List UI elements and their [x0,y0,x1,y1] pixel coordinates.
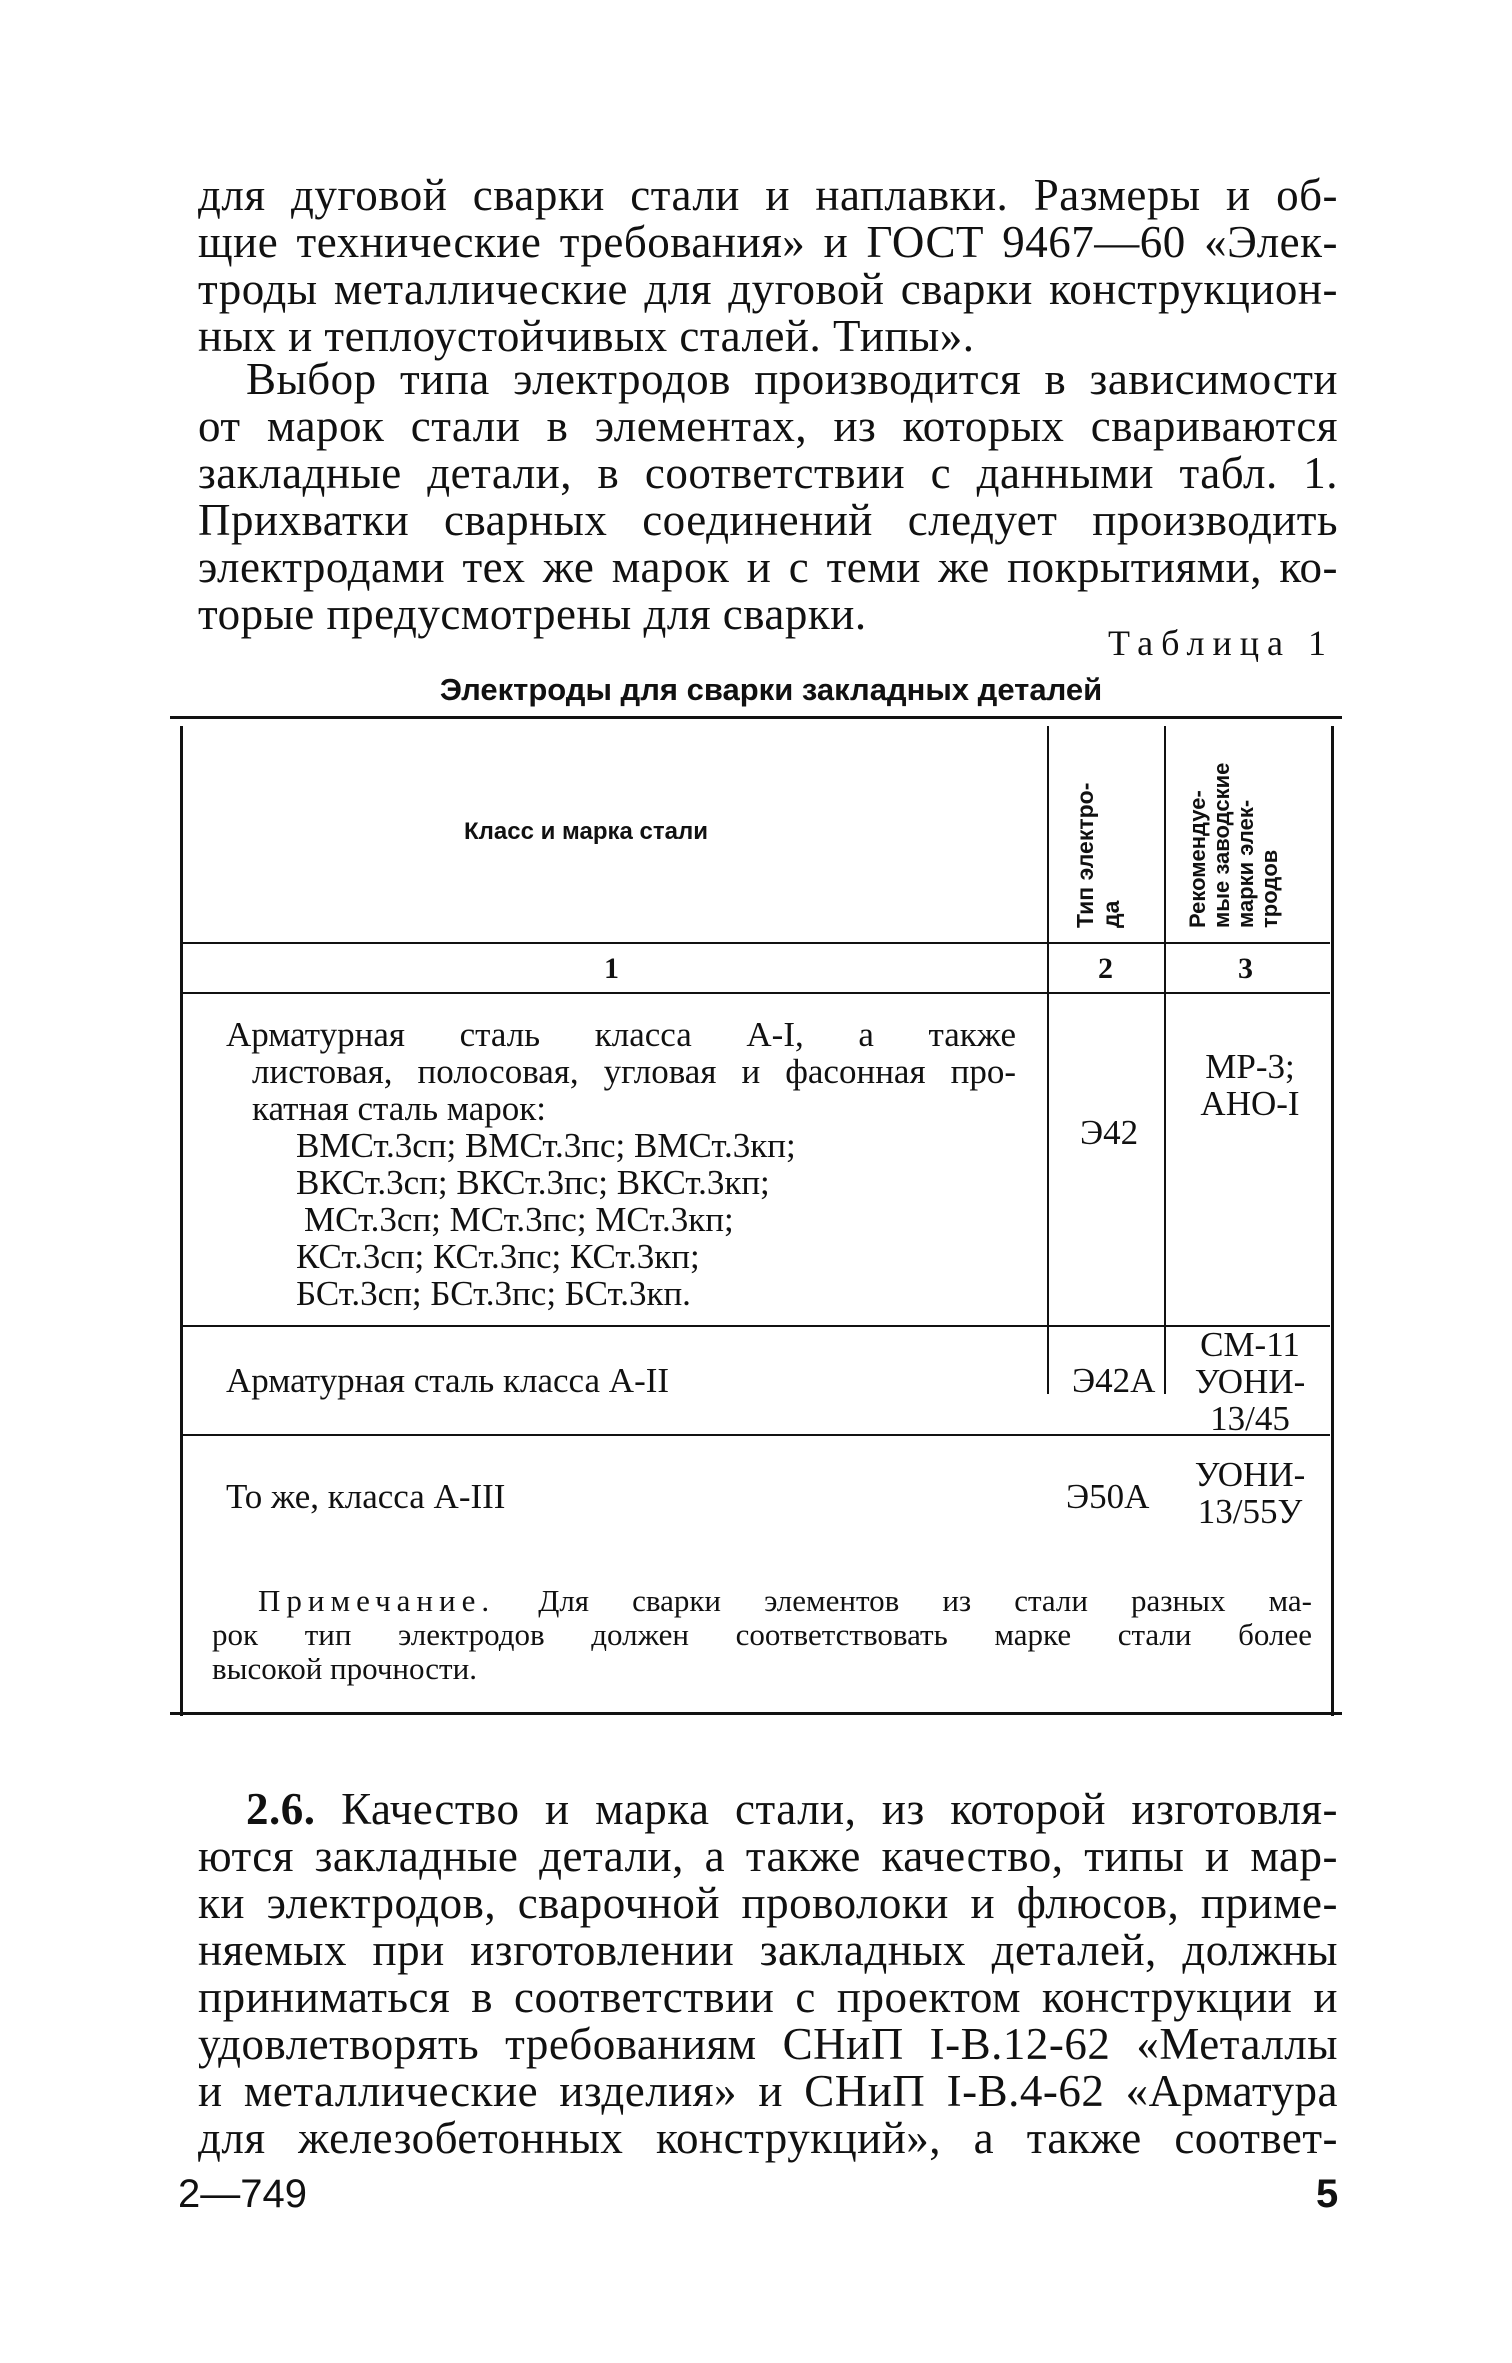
text-line: няемых при изготовлении закладных деталей, должны [198,1925,1338,1975]
steel-line: БСт.3сп; БСт.3пс; БСт.3кп. [296,1274,691,1313]
row-rule [180,1325,1330,1327]
table-right-border [1331,726,1334,1716]
header-line: марки элек- [1233,799,1258,928]
paragraph-electrode-choice [198,356,1338,638]
note-line [212,1584,1312,1618]
brand-line: 13/55У [1197,1492,1303,1531]
text-line: троды металлические для дуговой сварки конструкцион- [198,264,1338,314]
header-steel-class: Класс и марка стали [464,818,708,845]
table-note [212,1584,1312,1686]
note-line: рок тип электродов должен соответствовать марке стали более [212,1617,1312,1652]
note-text: Для сварки элементов из стали разных ма- [538,1583,1313,1618]
header-line: Рекомендуе- [1185,790,1210,928]
section-2-6 [198,1786,1338,2162]
column-number-1: 1 [604,952,619,985]
text-line: Прихватки сварных соединений следует производить [198,495,1338,545]
brand-line: АНО-I [1200,1084,1300,1123]
note-line: высокой прочности. [212,1651,477,1686]
colnum-rule [180,992,1330,994]
text-line: от марок стали в элементах, из которых свариваются [198,401,1338,451]
table-bottom-rule [170,1712,1342,1715]
steel-line: МСт.3сп; МСт.3пс; МСт.3кп; [304,1200,734,1239]
text-line: щие технические требования» и ГОСТ 9467—60 «Элек- [198,217,1338,267]
table-row [226,1362,669,1399]
steel-line: ВКСт.3сп; ВКСт.3пс; ВКСт.3кп; [296,1163,770,1202]
brand-line: СМ-11 [1200,1325,1300,1364]
column-number-3: 3 [1238,952,1253,985]
table-row [226,1016,1016,1312]
header-line: да [1098,900,1124,928]
electrode-brands [1180,1326,1320,1437]
steel-line: листовая, полосовая, угловая и фасонная про- [252,1052,1016,1091]
table-title: Электроды для сварки закладных деталей [439,672,1103,707]
note-label: Примечание. [258,1583,496,1618]
header-recommended-brands [1186,763,1282,928]
steel-line: То же, класса А-III [226,1477,506,1516]
text-line: торые предусмотрены для сварки. [198,589,867,639]
text-line: закладные детали, в соответствии с данными табл. 1. [198,448,1338,498]
steel-line: Арматурная сталь класса А-II [226,1361,670,1400]
text-line: и металлические изделия» и СНиП I-В.4-62 «Арматура [198,2066,1338,2116]
steel-line: Арматурная сталь класса А-I, а также [226,1015,1016,1054]
steel-line: катная сталь марок: [252,1089,546,1128]
text-line: ются закладные детали, а также качество, типы и мар- [198,1831,1338,1881]
electrode-brands [1180,1456,1320,1530]
column-divider [1047,726,1049,1394]
electrode-brands [1190,1048,1310,1122]
table-row [226,1478,505,1515]
header-line: тродов [1257,849,1282,928]
column-divider [1164,726,1166,1394]
electrode-type: Э50А [1066,1477,1150,1516]
electrode-type: Э42 [1080,1113,1139,1152]
intro-paragraph [198,172,1338,360]
brand-line: 13/45 [1210,1399,1290,1438]
section-first-line: Качество и марка стали, из которой изготовля- [341,1784,1338,1834]
table-label: Таблица 1 [1108,623,1334,663]
text-line: для железобетонных конструкций», а также соответ- [198,2113,1338,2163]
table-top-rule [170,716,1342,719]
header-line: мые заводские [1209,762,1234,928]
header-rule [180,942,1330,944]
steel-line: ВМСт.3сп; ВМСт.3пс; ВМСт.3кп; [296,1126,796,1165]
electrode-type: Э42А [1072,1361,1156,1400]
text-line: Выбор типа электродов производится в зависимости [246,354,1338,404]
text-line: ки электродов, сварочной проволоки и флюсов, приме- [198,1878,1338,1928]
row-rule [180,1434,1330,1436]
steel-line: КСт.3сп; КСт.3пс; КСт.3кп; [296,1237,700,1276]
brand-line: МР-3; [1205,1047,1295,1086]
column-number-2: 2 [1098,952,1113,985]
text-line: ных и теплоустойчивых сталей. Типы». [198,311,975,361]
header-electrode-type [1072,783,1124,928]
page-number: 5 [1316,2172,1339,2216]
print-code: 2—749 [178,2172,307,2216]
text-line: приниматься в соответствии с проектом конструкции и [198,1972,1338,2022]
section-number: 2.6. [246,1784,316,1834]
text-line [198,1786,1338,1833]
text-line: удовлетворять требованиям СНиП I-В.12-62 «Металлы [198,2019,1338,2069]
header-line: Тип электро- [1072,782,1098,928]
text-line: электродами тех же марок и с теми же покрытиями, ко- [198,542,1338,592]
brand-line: УОНИ- [1194,1362,1306,1401]
table-left-border [180,726,183,1716]
text-line: для дуговой сварки стали и наплавки. Размеры и об- [198,170,1338,220]
brand-line: УОНИ- [1194,1455,1306,1494]
